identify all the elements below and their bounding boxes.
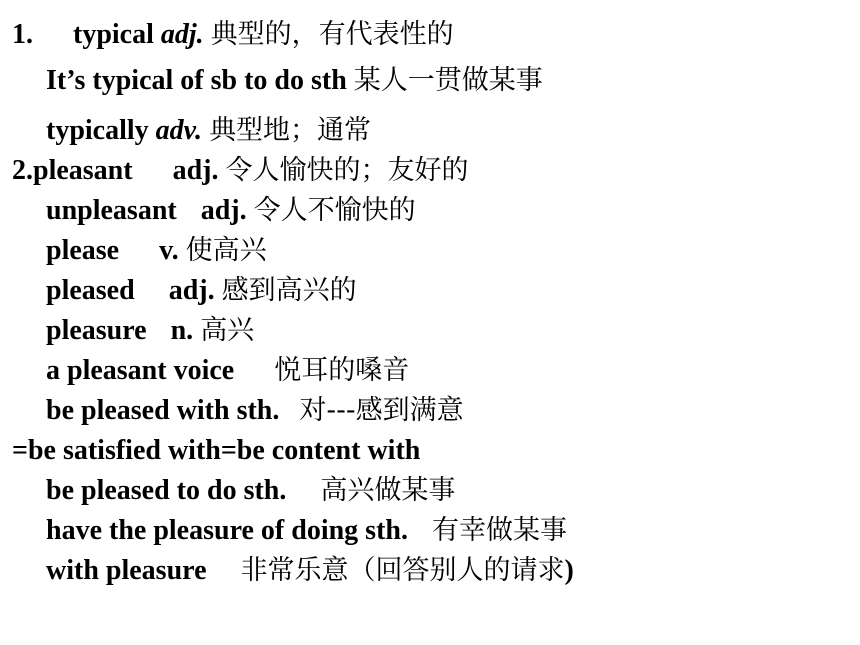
entry-synonyms (12, 434, 420, 468)
entry-phrase: with pleasure (46, 555, 207, 586)
entry-phrase: It’s typical of sb to do sth (46, 65, 347, 96)
entry-pleased (46, 274, 357, 308)
entry-word: pleased (46, 275, 135, 306)
entry-meaning: 有幸做某事 (431, 515, 567, 546)
entry-typical-phrase (46, 64, 543, 98)
entry-meaning: 悦耳的嗓音 (274, 355, 410, 386)
entry-phrase: =be satisfied with=be content with (12, 435, 421, 466)
entry-word: 2.pleasant (12, 155, 133, 186)
entry-meaning: 感到满意 (355, 395, 464, 426)
entry-pos: adj. (168, 275, 215, 306)
entry-meaning: 高兴 (200, 315, 255, 346)
entry-meaning: 某人一贯做某事 (353, 65, 543, 96)
entry-pos: n. (170, 315, 194, 346)
entry-unpleasant (46, 194, 416, 228)
entry-word: pleasure (46, 315, 147, 346)
entry-pos: adj. (172, 155, 219, 186)
entry-word: please (46, 235, 120, 266)
entry-meaning: 典型的，有代表性的 (210, 19, 454, 50)
entry-pleased-to (46, 474, 455, 508)
entry-meaning: 使高兴 (185, 235, 267, 266)
entry-pleasure (46, 314, 254, 348)
entry-please (46, 234, 267, 268)
entry-closing-paren: ) (564, 555, 574, 586)
entry-meaning-prefix: 对--- (299, 395, 356, 426)
entry-phrase: have the pleasure of doing sth. (46, 515, 408, 546)
entry-word: unpleasant (46, 195, 177, 226)
entry-phrase: be pleased to do sth. (46, 475, 287, 506)
entry-typically (46, 114, 371, 148)
entry-pleased-with (46, 394, 464, 428)
entry-phrase: be pleased with sth. (46, 395, 280, 426)
entry-pos: adj. (160, 19, 204, 50)
entry-meaning: 令人不愉快的 (253, 195, 416, 226)
entry-meaning: 感到高兴的 (221, 275, 357, 306)
entry-number: 1. (12, 19, 33, 50)
entry-pos: v. (159, 235, 179, 266)
entry-pleasant-voice (46, 354, 409, 388)
entry-typical (12, 18, 454, 52)
entry-with-pleasure (46, 554, 574, 588)
entry-pos: adj. (200, 195, 247, 226)
entry-phrase: a pleasant voice (46, 355, 235, 386)
entry-word: typical (73, 19, 154, 50)
entry-word: typically (46, 115, 149, 146)
entry-pleasant (12, 154, 468, 188)
entry-meaning: 令人愉快的；友好的 (225, 155, 469, 186)
entry-have-pleasure (46, 514, 567, 548)
entry-meaning: 非常乐意（回答别人的请求 (240, 555, 565, 586)
entry-pos: adv. (155, 115, 203, 146)
entry-meaning: 高兴做某事 (320, 475, 456, 506)
entry-meaning: 典型地；通常 (209, 115, 372, 146)
